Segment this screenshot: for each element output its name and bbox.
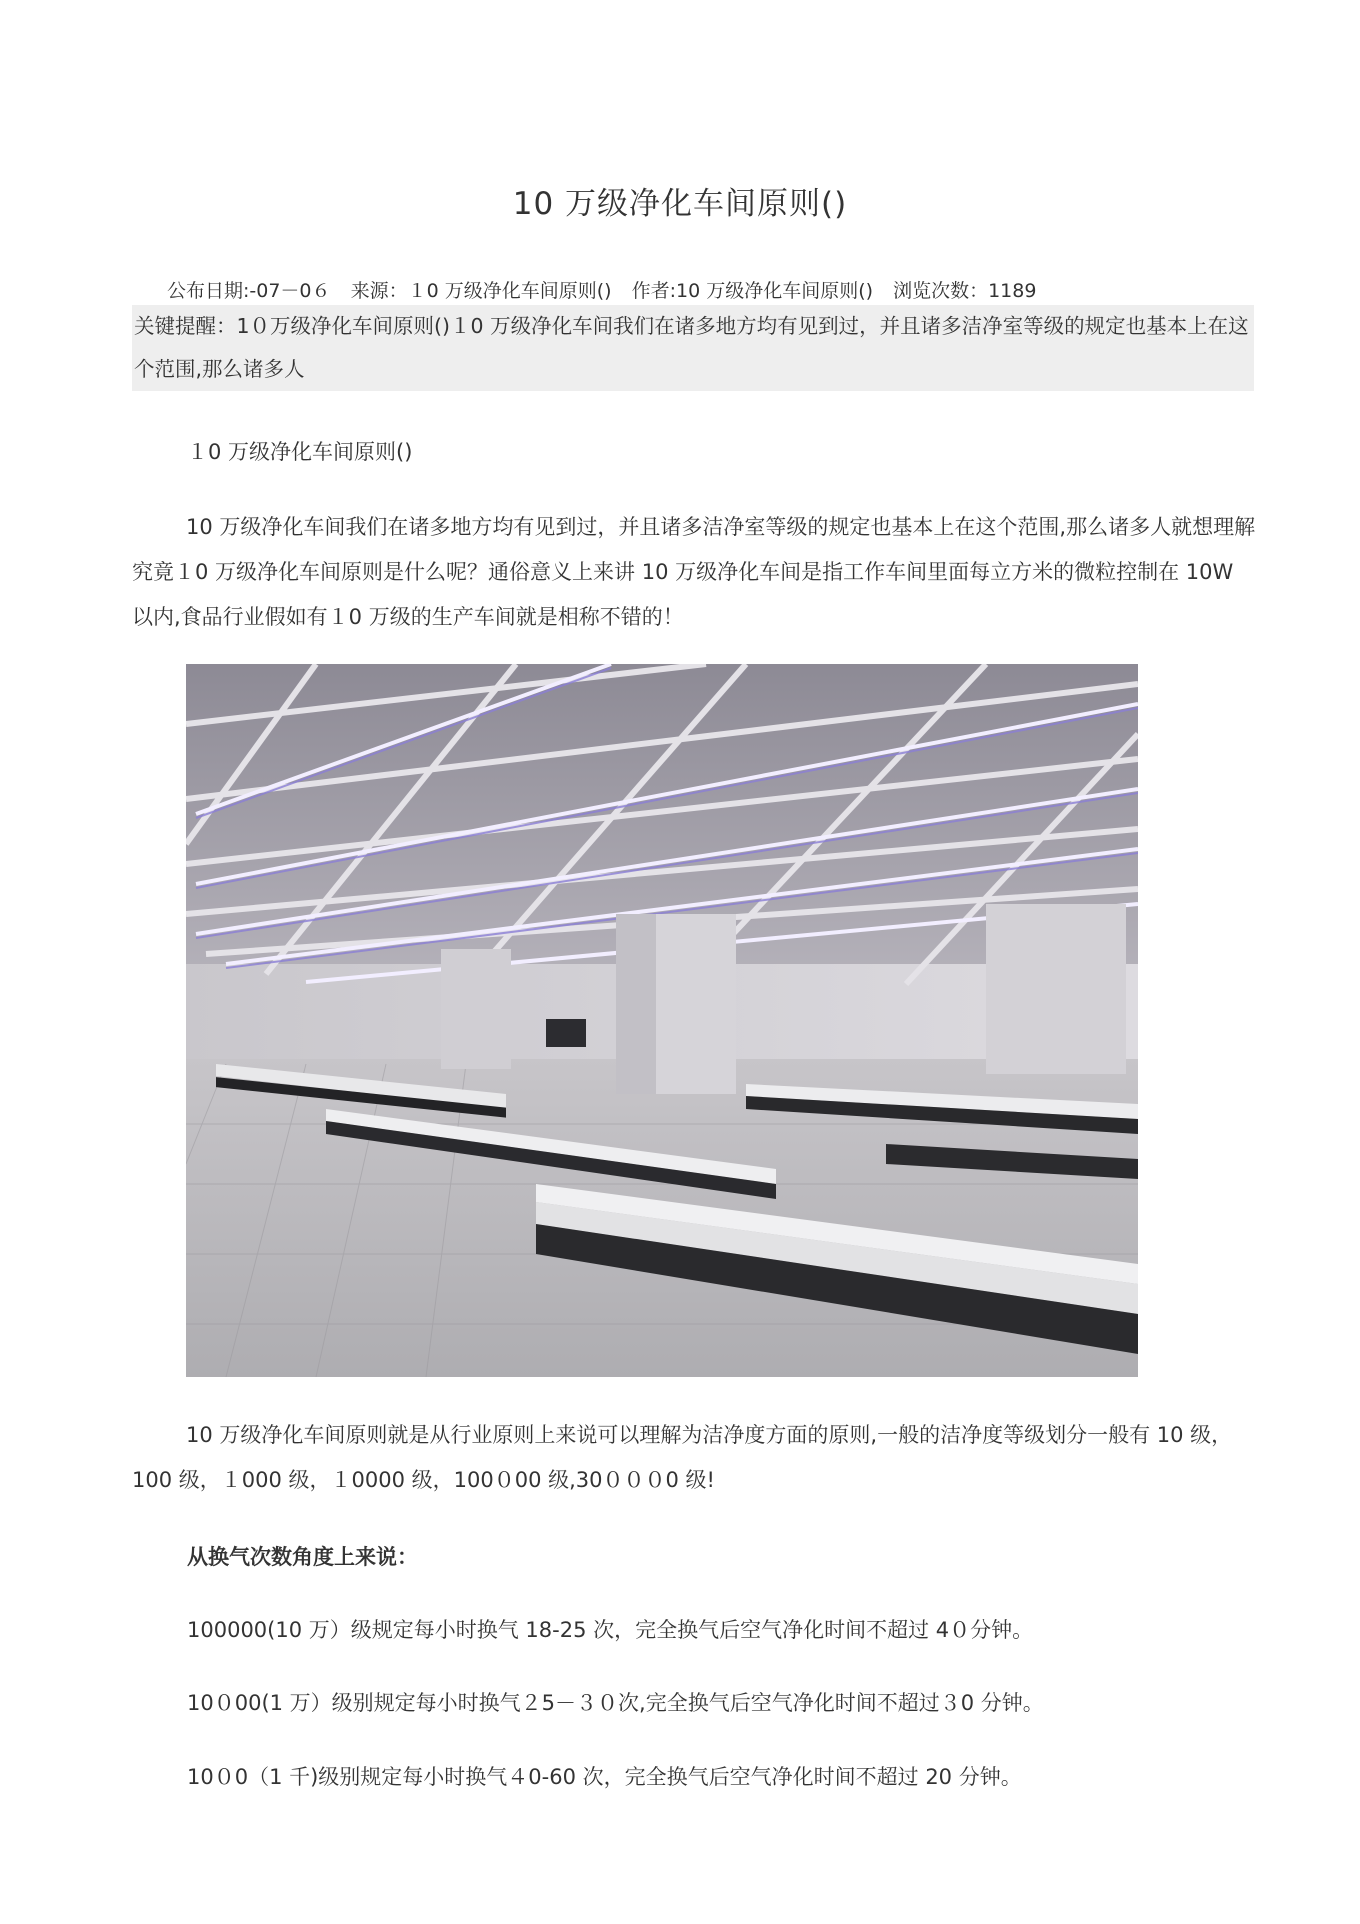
rule-item: 100000(10 万）级规定每小时换气 18-25 次，完全换气后空气净化时间不超过 4０分钟。 xyxy=(187,1618,1034,1642)
publish-date: 公布日期:-07－0６ xyxy=(167,280,331,302)
document-title: 10 万级净化车间原则() xyxy=(512,186,848,222)
key-reminder: 关键提醒：1０万级净化车间原则()１0 万级净化车间我们在诸多地方均有见到过，并且诸多洁净室等级的规定也基本上在这个范围,那么诸多人 xyxy=(132,305,1254,391)
section-subtitle: １0 万级净化车间原则() xyxy=(187,440,413,464)
cleanroom-photo xyxy=(186,664,1138,1377)
intro-paragraph: 10 万级净化车间我们在诸多地方均有见到过，并且诸多洁净室等级的规定也基本上在这个范围,那么诸多人就想理解究竟１0 万级净化车间原则是什么呢？通俗意义上来讲 10 万级净化车间是指工作车间里面每立方米的微粒控制在 10W 以内,食品行业假如有１0 万级的生产车间就是相称不错的！ xyxy=(132,515,1256,629)
article-meta xyxy=(167,276,1050,303)
rule-item: 10０00(1 万）级别规定每小时换气２5－３０次,完全换气后空气净化时间不超过３0 分钟。 xyxy=(187,1691,1044,1715)
source: 来源：１0 万级净化车间原则() xyxy=(350,280,612,302)
view-count: 浏览次数：1189 xyxy=(893,280,1037,302)
author: 作者:10 万级净化车间原则() xyxy=(631,280,874,302)
section-heading: 从换气次数角度上来说： xyxy=(187,1545,418,1569)
standards-paragraph: 10 万级净化车间原则就是从行业原则上来说可以理解为洁净度方面的原则,一般的洁净度等级划分一般有 10 级，100 级，１000 级，１0000 级，100０00 级,30０００0 级! xyxy=(132,1423,1233,1492)
rule-item: 10０0（1 千)级别规定每小时换气４0-60 次，完全换气后空气净化时间不超过 20 分钟。 xyxy=(187,1765,1022,1789)
